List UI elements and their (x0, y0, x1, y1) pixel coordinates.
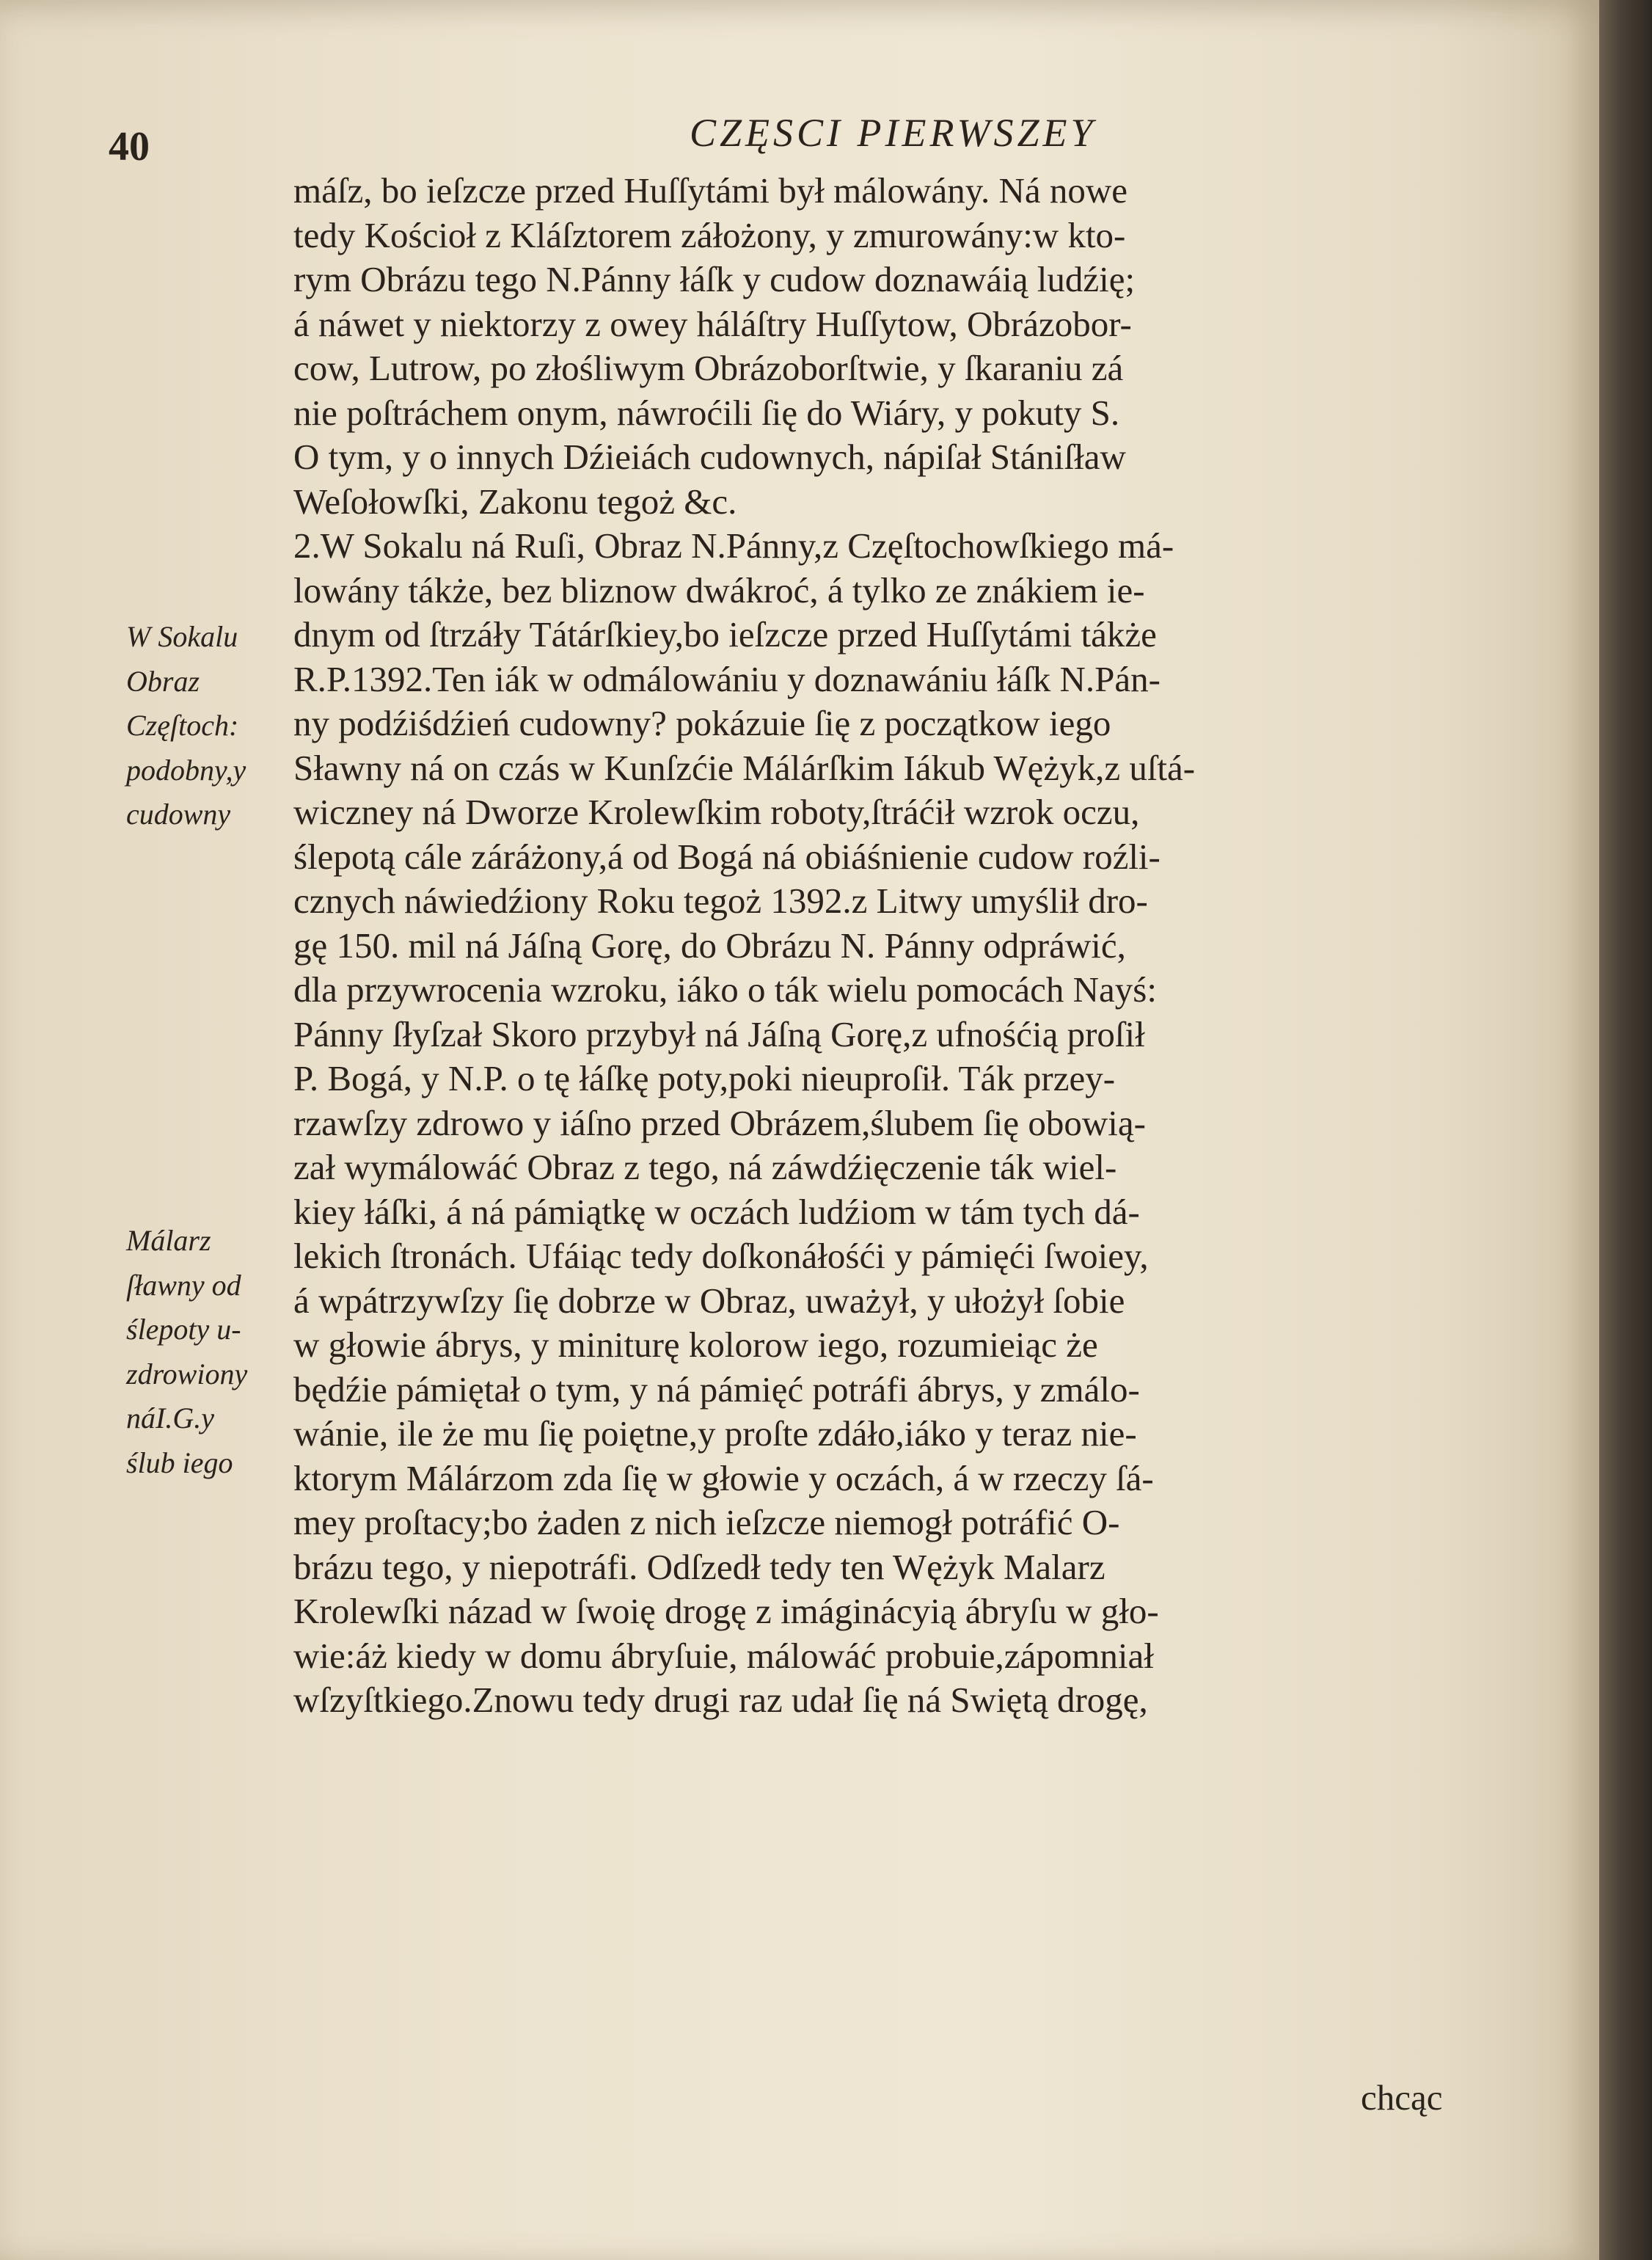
text-line: rzawſzy zdrowo y iáſno przed Obrázem,ślubem ſię obowią- (293, 1102, 1146, 1143)
text-line: lowány tákże, bez bliznow dwákroć, á tylko ze znákiem ie- (293, 569, 1145, 610)
text-line: tedy Kościoł z Kláſztorem záłożony, y zmurowány:w kto- (293, 214, 1126, 255)
text-line: cznych náwiedźiony Roku tegoż 1392.z Litwy umyślił dro- (293, 881, 1148, 921)
text-line: będźie pámiętał o tym, y ná pámięć potráfi ábrys, y zmálo- (293, 1368, 1140, 1410)
text-line: dla przywrocenia wzroku, iáko o ták wielu pomocách Nayś: (293, 969, 1157, 1010)
marginal-note-line: ślepoty u- (126, 1313, 241, 1346)
text-line: nie poſtráchem onym, náwroćili ſię do Wiáry, y pokuty S. (293, 392, 1120, 433)
marginal-note-line: Málarz (126, 1224, 211, 1257)
marginal-note-line: ſławny od (126, 1268, 241, 1302)
text-line: R.P.1392.Ten iák w odmálowániu y doznawániu łáſk N.Pán- (293, 658, 1161, 699)
text-line: O tym, y o innych Dźieiách cudownych, nápiſał Stániſław (293, 437, 1126, 477)
text-line: cow, Lutrow, po złośliwym Obrázoborſtwie, y ſkaraniu zá (293, 348, 1124, 388)
marginal-note-line: podobny,y (126, 753, 246, 787)
marginal-note-line: náI.G.y (126, 1401, 214, 1435)
catchword: chcąc (1361, 2077, 1443, 2118)
text-line: Weſołowſki, Zakonu tegoż &c. (293, 481, 737, 522)
text-line: máſz, bo ieſzcze przed Huſſytámi był málowány. Ná nowe (293, 170, 1128, 211)
text-line: gę 150. mil ná Jáſną Gorę, do Obrázu N. Pánny odpráwić, (293, 925, 1126, 966)
marginal-note-painter (126, 1219, 295, 1485)
marginal-note-line: Obraz (126, 664, 200, 698)
text-line: lekich ſtronách. Ufáiąc tedy doſkonáłośći y pámięći ſwoiey, (293, 1236, 1149, 1276)
text-line: Sławny ná on czás w Kunſzćie Málárſkim Iákub Wężyk,z uſtá- (293, 747, 1196, 788)
marginal-note-line: Częſtoch: (126, 709, 239, 742)
text-line: ślepotą cále záráżony,á od Bogá ná obiáśnienie cudow roźli- (293, 836, 1161, 877)
text-line: wie:áż kiedy w domu ábryſuie, málowáć probuie,zápomniał (293, 1635, 1154, 1676)
marginal-note-line: cudowny (126, 798, 231, 831)
text-line: wiczney ná Dworze Krolewſkim roboty,ſtráćił wzrok oczu, (293, 792, 1140, 832)
text-line: ktorym Málárzom zda ſię w głowie y oczách, á w rzeczy ſá- (293, 1457, 1154, 1498)
text-line: á náwet y niektorzy z owey háláſtry Huſſytow, Obrázobor- (293, 303, 1132, 344)
book-edge (1599, 0, 1652, 2260)
text-line: wánie, ile że mu ſię poiętne,y proſte zdáło,iáko y teraz nie- (293, 1413, 1137, 1454)
text-line: w głowie ábrys, y miniturę kolorow iego, rozumieiąc że (293, 1324, 1098, 1365)
marginal-note-line: zdrowiony (126, 1357, 248, 1390)
body-text (293, 169, 1504, 1723)
text-line: wſzyſtkiego.Znowu tedy drugi raz udał ſię ná Swiętą drogę, (293, 1680, 1148, 1720)
text-line: kiey łáſki, á ná pámiątkę w oczách ludźiom w tám tych dá- (293, 1191, 1140, 1232)
text-line: á wpátrzywſzy ſię dobrze w Obraz, uważył, y ułożył ſobie (293, 1280, 1125, 1321)
text-line: Pánny ſłyſzał Skoro przybył ná Jáſną Gorę,z ufnośćią proſił (293, 1013, 1145, 1054)
text-line: zał wymálowáć Obraz z tego, ná záwdźięczenie ták wiel- (293, 1147, 1117, 1187)
text-line: mey proſtacy;bo żaden z nich ieſzcze niemogł potráfić O- (293, 1502, 1120, 1542)
text-line: P. Bogá, y N.P. o tę łáſkę poty,poki nieuproſił. Ták przey- (293, 1058, 1116, 1098)
marginal-note-line: W Sokalu (126, 620, 238, 653)
text-line: brázu tego, y niepotráfi. Odſzedł tedy ten Wężyk Malarz (293, 1546, 1105, 1587)
marginal-note-sokal (126, 615, 295, 837)
text-line: ny podźiśdźień cudowny? pokázuie ſię z początkow iego (293, 703, 1111, 743)
text-line: rym Obrázu tego N.Pánny łáſk y cudow doznawáią ludźię; (293, 259, 1136, 299)
page-number: 40 (109, 124, 150, 170)
text-line: 2.W Sokalu ná Ruſi, Obraz N.Pánny,z Częſtochowſkiego má- (293, 525, 1174, 566)
running-head: CZĘSCI PIERWSZEY (690, 111, 1097, 155)
text-line: dnym od ſtrzáły Tátárſkiey,bo ieſzcze przed Huſſytámi tákże (293, 614, 1157, 655)
marginal-note-line: ślub iego (126, 1446, 233, 1479)
text-line: Krolewſki názad w ſwoię drogę z imáginácyią ábryſu w gło- (293, 1591, 1159, 1631)
